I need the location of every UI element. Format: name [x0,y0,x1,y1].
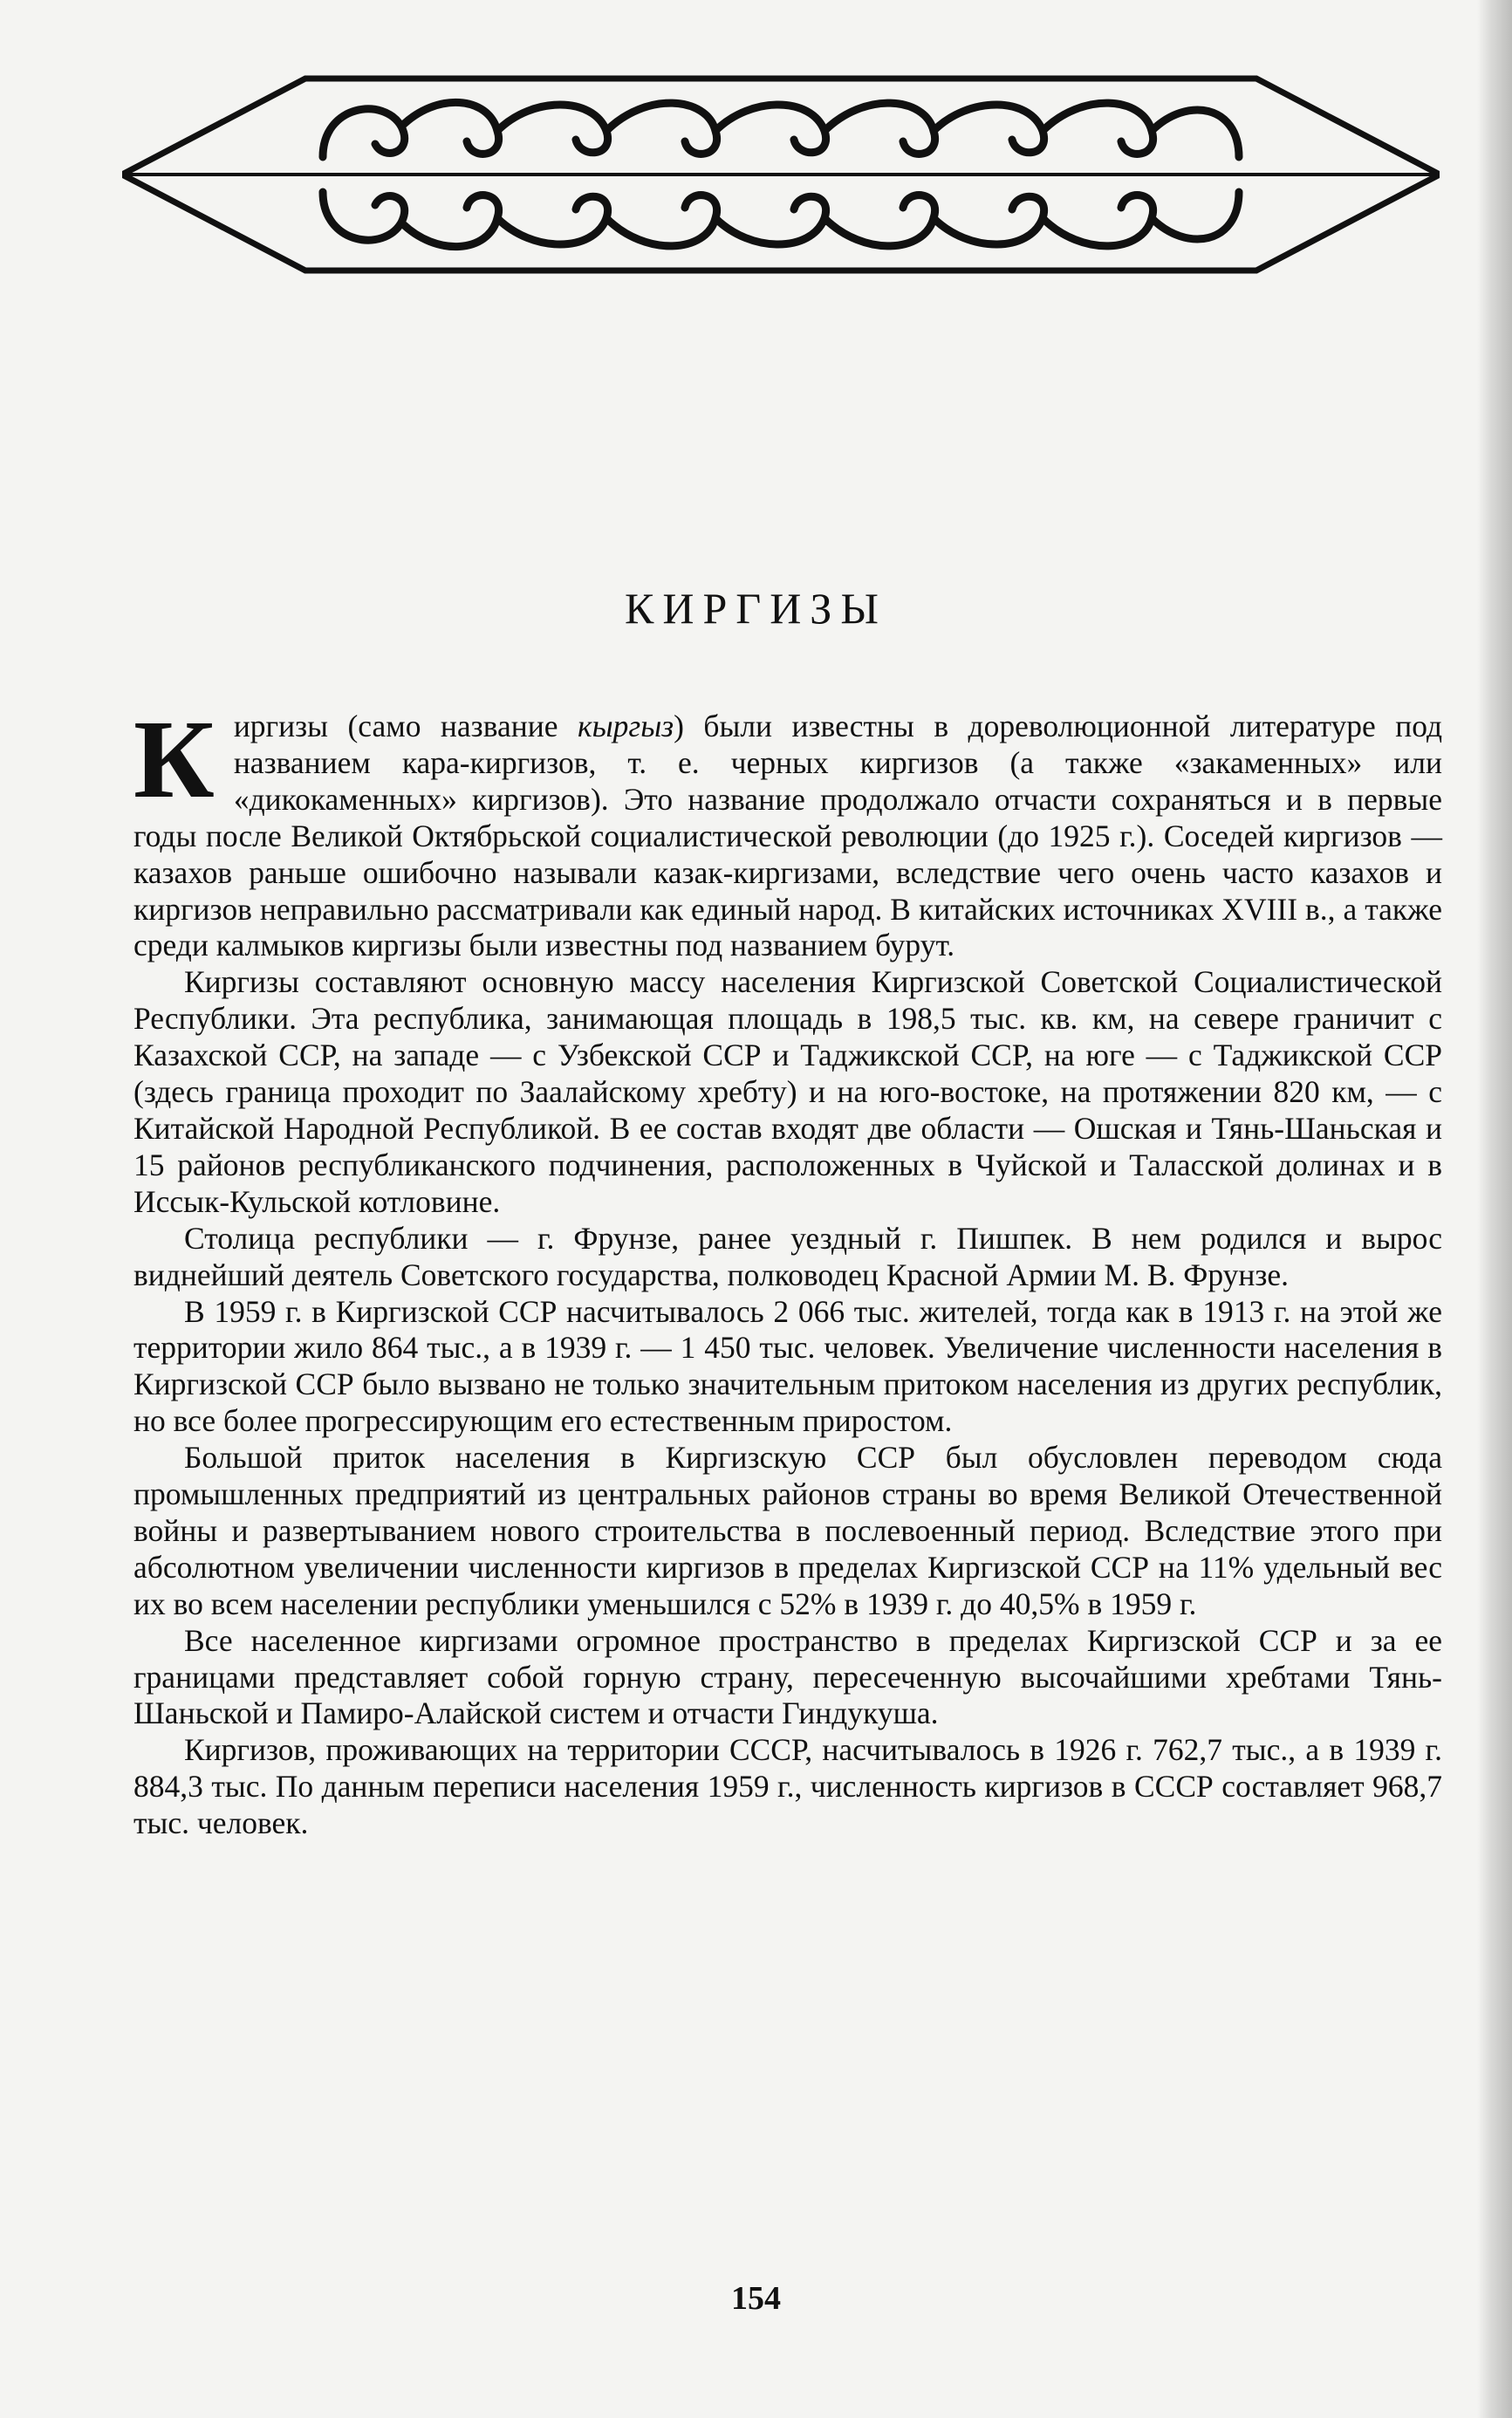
paragraph: Большой приток населения в Киргизскую ССР был обусловлен переводом сюда промышленных предприятий из центральных районов страны во время Великой Отечественной войны и развертыванием нового строительства в послевоенный период. Вследствие этого при абсолютном увеличении численности киргизов в пределах Киргизской ССР на 11% удельный вес их во всем населении республики уменьшился с 52% в 1939 г. до 40,5% в 1959 г. [133,1440,1442,1621]
paragraph: Все населенное киргизами огромное пространство в пределах Киргизской ССР и за ее границами представляет собой горную страну, пересеченную высочайшими хребтами Тянь-Шаньской и Памиро-Алайской систем и отчасти Гиндукуша. [133,1622,1442,1731]
paragraph: Киргизов, проживающих на территории СССР, насчитывалось в 1926 г. 762,7 тыс., а в 1939 г. 884,3 тыс. По данным переписи населения 1959 г., численность киргизов в СССР составляет 968,7 тыс. человек. [133,1732,1442,1841]
page-title: КИРГИЗЫ [625,584,887,633]
paragraph-text: ) были известны в дореволюционной литературе под названием кара-киргизов, т. е. черных киргизов (а также «закаменных» или «дикокаменных» киргизов). Это название продолжало отчасти сохраняться и в первые годы после Великой Октябрьской социалистической революции (до 1925 г.). Соседей киргизов — казахов раньше ошибочно называли казак-киргизами, вследствие чего очень часто казахов и киргизов неправильно рассматривали как единый народ. В китайских источниках XVIII в., а также среди калмыков киргизы были известны под названием бурут. [133,709,1443,963]
paragraph-text: иргизы (само название [233,709,578,743]
italic-term: кыргыз [577,709,674,743]
paragraph [133,697,1443,964]
paragraph: Киргизы составляют основную массу населения Киргизской Советской Социалистической Республики. Эта республика, занимающая площадь в 198,5 тыс. кв. км, на севере граничит с Казахской ССР, на западе — с Узбекской ССР и Таджикской ССР, на юге — с Таджикской ССР (здесь граница проходит по Заалайскому хребту) и на юго-востоке, на протяжении 820 км, — с Китайской Народной Республикой. В ее состав входят две области — Ошская и Тянь-Шаньская и 15 районов республиканского подчинения, расположенных в Чуйской и Таласской долинах и в Иссык-Кульской котловине. [133,964,1442,1219]
ornament-header-icon [122,44,1440,305]
page-edge-shadow [1477,0,1512,2418]
drop-cap: К [133,697,215,821]
article-body [133,697,1443,1842]
paragraph: В 1959 г. в Киргизской ССР насчитывалось 2 066 тыс. жителей, тогда как в 1913 г. на этой же территории жило 864 тыс., а в 1939 г. — 1 450 тыс. человек. Увеличение численности населения в Киргизской ССР было вызвано не только значительным притоком населения из других республик, но все более прогрессирующим его естественным приростом. [133,1293,1442,1439]
page-number: 154 [731,2280,781,2317]
paragraph: Столица республики — г. Фрунзе, ранее уездный г. Пишпек. В нем родился и вырос виднейший деятель Советского государства, полководец Красной Армии М. В. Фрунзе. [133,1220,1442,1292]
